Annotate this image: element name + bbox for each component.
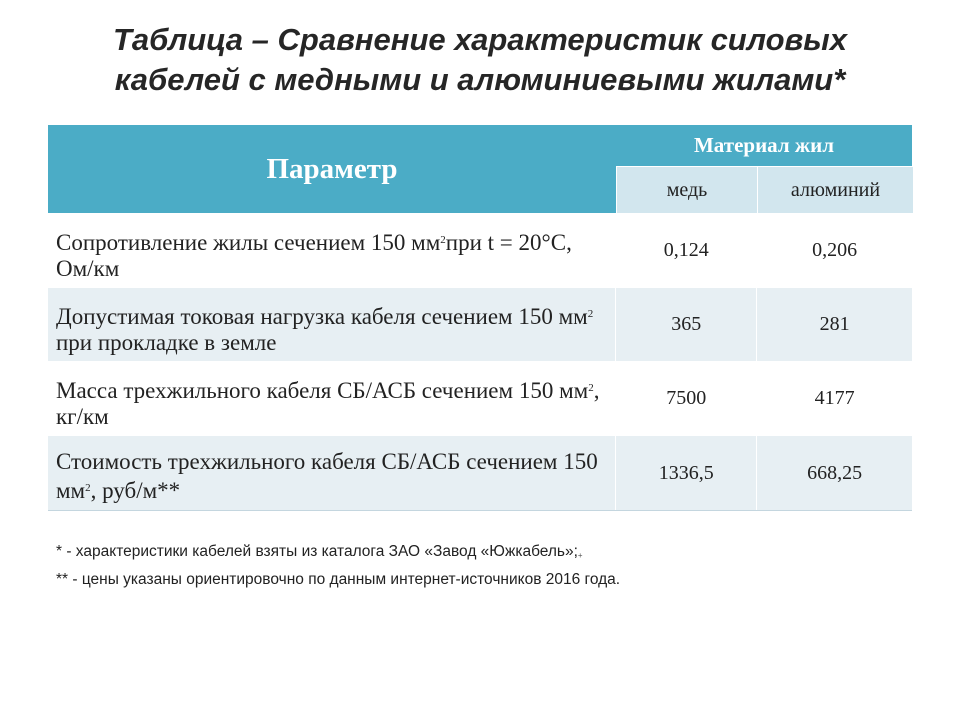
row-aluminum-value: 0,206 <box>756 214 912 287</box>
slide-title-line-1: Таблица – Сравнение характеристик силовых <box>113 22 847 57</box>
row-param-text: Стоимость трехжильного кабеля СБ/АСБ сечением 150 мм <box>56 449 598 503</box>
row-param-text: Масса трехжильного кабеля СБ/АСБ сечением 150 мм <box>56 378 589 403</box>
header-param: Параметр <box>48 125 616 213</box>
table-row <box>48 361 912 435</box>
row-copper-value: 0,124 <box>615 214 756 287</box>
header-material: Материал жил <box>616 125 912 167</box>
row-param-text-tail: при прокладке в земле <box>56 330 277 355</box>
row-aluminum-value: 4177 <box>756 362 912 435</box>
table-row <box>48 287 912 361</box>
footnote-1-mark: + <box>577 551 583 560</box>
table-header <box>48 125 912 213</box>
table-row <box>48 435 912 510</box>
footnote-1-text: * - характеристики кабелей взяты из каталога ЗАО «Завод «Южкабель»; <box>56 543 578 560</box>
comparison-table <box>48 125 912 511</box>
row-copper-value: 365 <box>615 288 756 361</box>
slide-title-line-2: кабелей с медными и алюминиевыми жилами* <box>114 62 846 97</box>
row-param-text: Сопротивление жилы сечением 150 мм <box>56 230 441 255</box>
header-copper: медь <box>616 167 757 213</box>
row-copper-value: 1336,5 <box>615 436 756 510</box>
row-param <box>48 214 615 287</box>
row-param-text-tail: при t = 20°С, Ом/км <box>56 230 572 281</box>
table-row <box>48 213 912 287</box>
row-param-text: Допустимая токовая нагрузка кабеля сечением 150 мм <box>56 304 588 329</box>
row-param-sup: 2 <box>85 482 91 494</box>
row-param <box>48 288 615 361</box>
row-aluminum-value: 668,25 <box>756 436 912 510</box>
row-aluminum-value: 281 <box>756 288 912 361</box>
row-param <box>48 362 615 435</box>
row-param-sup: 2 <box>588 382 594 394</box>
row-param-sup: 2 <box>440 234 446 246</box>
slide-title <box>0 20 960 100</box>
row-param-text-tail: , кг/км <box>56 378 600 429</box>
row-param-text-tail: , руб/м** <box>90 478 181 503</box>
row-copper-value: 7500 <box>615 362 756 435</box>
row-param <box>48 436 615 510</box>
header-aluminum: алюминий <box>757 167 913 213</box>
row-param-sup: 2 <box>587 308 594 320</box>
footnote-2: ** - цены указаны ориентировочно по данным интернет-источников 2016 года. <box>56 571 621 588</box>
footnote-1 <box>56 540 620 568</box>
footnotes <box>56 540 620 592</box>
